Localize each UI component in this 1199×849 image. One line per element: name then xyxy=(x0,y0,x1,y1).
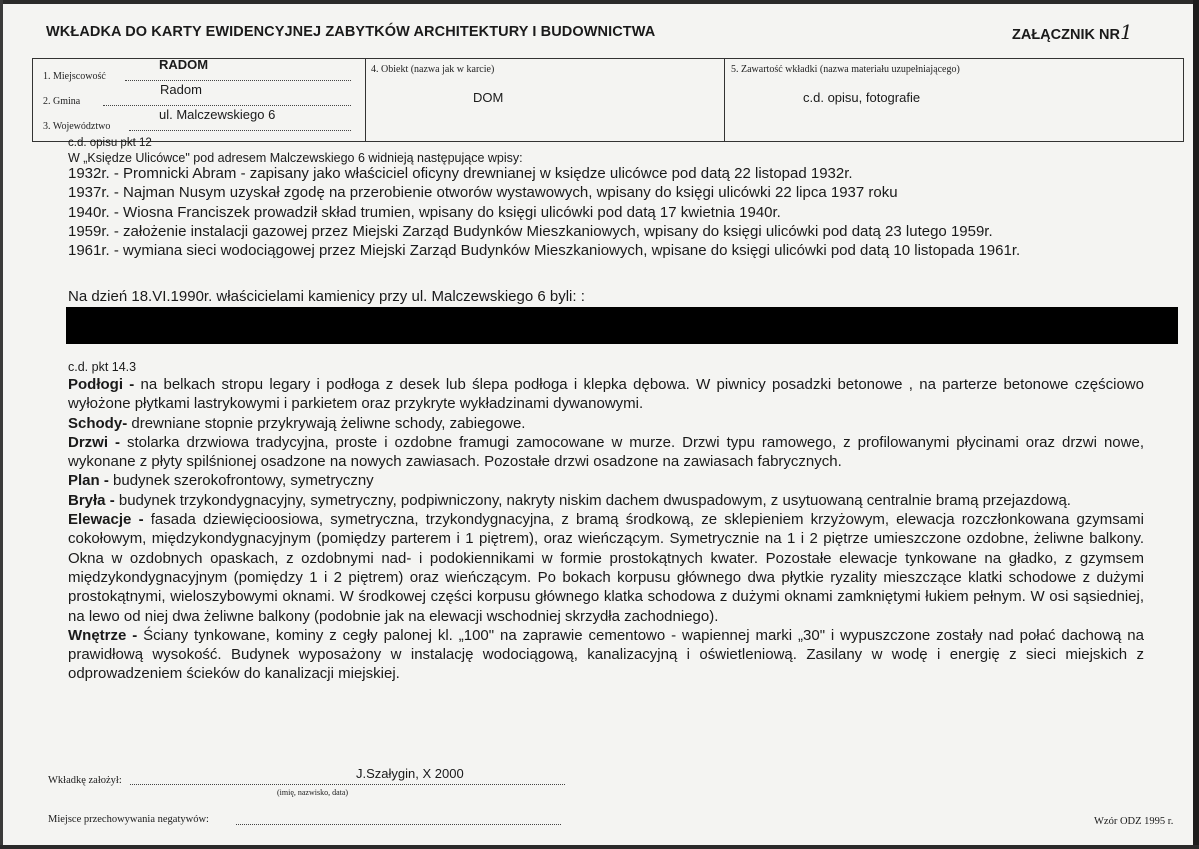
author-dots xyxy=(130,784,565,785)
voivodeship-dots xyxy=(129,130,351,131)
ledger-entry: 1940r. - Wiosna Franciszek prowadził skład trumien, wpisany do księgi ulicówki pod datą 17 kwietnia 1940r. xyxy=(68,203,781,221)
description-term: Wnętrze xyxy=(68,626,127,644)
description-item: Wnętrze - Ściany tynkowane, kominy z cegły palonej kl. „100" na zaprawie cementowo - wapiennej marki „30" i wypuszczone zostały nad połać dachową na prawidłową wysokość. Budynek wyposażony w instalację wodociągową, kanalizacyjną i oświetleniową. Zasilany w wodę i energię z sieci miejskich z odprowadzeniem ścieków do kanalizacji miejskiej. xyxy=(68,626,1144,683)
form-code: Wzór ODZ 1995 r. xyxy=(1094,816,1174,827)
locality-dots xyxy=(125,80,351,81)
continuation-note-12: c.d. opisu pkt 12 xyxy=(68,137,152,149)
voivodeship-label: 3. Województwo xyxy=(43,121,111,132)
storage-dots xyxy=(236,824,561,825)
description-item: Elewacje - fasada dziewięcioosiowa, symetryczna, trzykondygnacyjna, z bramą środkową, ze sklepieniem krzyżowym, elewacja rozczłonkowana gzymsami cokołowym, międzykondygnacyjnym (pomiędzy parterem i 1 piętrem), oraz wieńczącym. Symetrycznie na 1 i 2 piętrze umieszczone ozdobne, żeliwne balkony. Okna w ozdobnych opaskach, z ozdobnymi nad- i podokiennikami w formie prostokątnych kwater. Pozostałe elewacje tynkowane na gładko, z gzymsem międzykondygnacyjnym (pomiędzy 1 i 2 piętrem) oraz wieńczącym. Po bokach korpusu głównego dwa płytkie ryzality mieszczące klatki schodowe z dużymi prostokątnymi, wieloszybowymi oknami. W środkowej części korpusu głównego klatka schodowa z dużymi oknami zamkniętymi łukiem pełnym. W osi sąsiedniej, na lewo od niej dwa żeliwne balkony (podobnie jak na elewacji wschodniej skrzydła zachodniego). xyxy=(68,511,1144,625)
commune-value: Radom xyxy=(160,82,202,97)
ledger-entry: 1932r. - Promnicki Abram - zapisany jako właściciel oficyny drewnianej w księdze ulicówce pod datą 22 listopad 1932r. xyxy=(68,165,853,182)
description-term: Elewacje xyxy=(68,511,132,529)
column-divider-2 xyxy=(724,59,725,141)
object-label: 4. Obiekt (nazwa jak w karcie) xyxy=(371,64,495,75)
commune-dots xyxy=(103,105,351,106)
description-item: Bryła - budynek trzykondygnacyjny, symetryczny, podpiwniczony, nakryty niskim dachem dwuspadowym, z usytuowaną centralnie bramą przejazdową. xyxy=(68,491,1071,509)
voivodeship-value: ul. Malczewskiego 6 xyxy=(159,107,276,122)
ledger-entry: 1959r. - założenie instalacji gazowej przez Miejski Zarząd Budynków Mieszkaniowych, wpisany do księgi ulicówki pod datą 23 lutego 1959r. xyxy=(68,222,993,240)
locality-value: RADOM xyxy=(159,57,209,72)
author-value: J.Szałygin, X 2000 xyxy=(356,766,464,781)
description-term: Bryła xyxy=(68,491,106,509)
scan-edge-top xyxy=(0,0,1199,4)
description-item: Drzwi - stolarka drzwiowa tradycyjna, proste i ozdobne framugi zamocowane w murze. Drzwi typu ramowego, z profilowanymi płycinami oraz drzwi nowe, wykonane z płyty spilśnionej osadzone na nowych zawiasach. Pozostałe drzwi osadzone na zawiasach fabrycznych. xyxy=(68,433,1144,471)
ledger-intro: W „Księdze Ulicówce" pod adresem Malczewskiego 6 widnieją następujące wpisy: xyxy=(68,151,523,165)
author-hint: (imię, nazwisko, data) xyxy=(277,788,349,797)
description-term: Drzwi xyxy=(68,433,109,451)
building-description xyxy=(68,375,1144,684)
contents-value: c.d. opisu, fotografie xyxy=(803,90,921,105)
locality-label: 1. Miejscowość xyxy=(43,71,106,82)
continuation-note-14-3: c.d. pkt 14.3 xyxy=(68,360,137,374)
commune-label: 2. Gmina xyxy=(43,96,81,107)
form-title: WKŁADKA DO KARTY EWIDENCYJNEJ ZABYTKÓW ARCHITEKTURY I BUDOWNICTWA xyxy=(46,24,656,40)
author-label: Wkładkę założył: xyxy=(48,775,122,786)
redaction-bar xyxy=(66,307,1178,344)
ledger-entries xyxy=(68,164,1148,260)
column-divider-1 xyxy=(365,59,366,141)
description-term: Plan xyxy=(68,472,100,490)
ledger-entry: 1937r. - Najman Nusym uzyskał zgodę na przerobienie otworów wystawowych, wpisany do księgi ulicówki 22 lipca 1937 roku xyxy=(68,184,898,202)
scan-edge-left xyxy=(0,0,3,849)
owners-line: Na dzień 18.VI.1990r. właścicielami kamienicy przy ul. Malczewskiego 6 byli: : xyxy=(68,288,585,305)
annex-label: ZAŁĄCZNIK NR xyxy=(1012,27,1120,43)
annex-heading xyxy=(1012,20,1133,44)
scan-edge-bottom xyxy=(0,845,1199,849)
description-term: Schody xyxy=(68,414,123,432)
description-item: Podłogi - na belkach stropu legary i podłoga z desek lub ślepa podłoga i klepka dębowa. W piwnicy posadzki betonowe , na parterze betonowe częściowo wyłożone płytkami lastrykowymi i parkietem oraz przykryte wykładzinami dywanowymi. xyxy=(68,376,1144,413)
description-item: Schody- drewniane stopnie przykrywają żeliwne schody, zabiegowe. xyxy=(68,414,526,432)
contents-label: 5. Zawartość wkładki (nazwa materiału uzupełniającego) xyxy=(731,64,960,75)
storage-label: Miejsce przechowywania negatywów: xyxy=(48,814,209,825)
object-value: DOM xyxy=(473,90,504,105)
ledger-entry: 1961r. - wymiana sieci wodociągowej przez Miejski Zarząd Budynków Mieszkaniowych, wpisane do księgi ulicówki pod datą 10 listopada 1961r. xyxy=(68,242,1021,260)
annex-number: 1 xyxy=(1119,20,1133,44)
identification-box xyxy=(32,58,1184,142)
description-item: Plan - budynek szerokofrontowy, symetryczny xyxy=(68,472,374,490)
scan-edge-right xyxy=(1193,0,1199,849)
description-term: Podłogi xyxy=(68,376,123,393)
